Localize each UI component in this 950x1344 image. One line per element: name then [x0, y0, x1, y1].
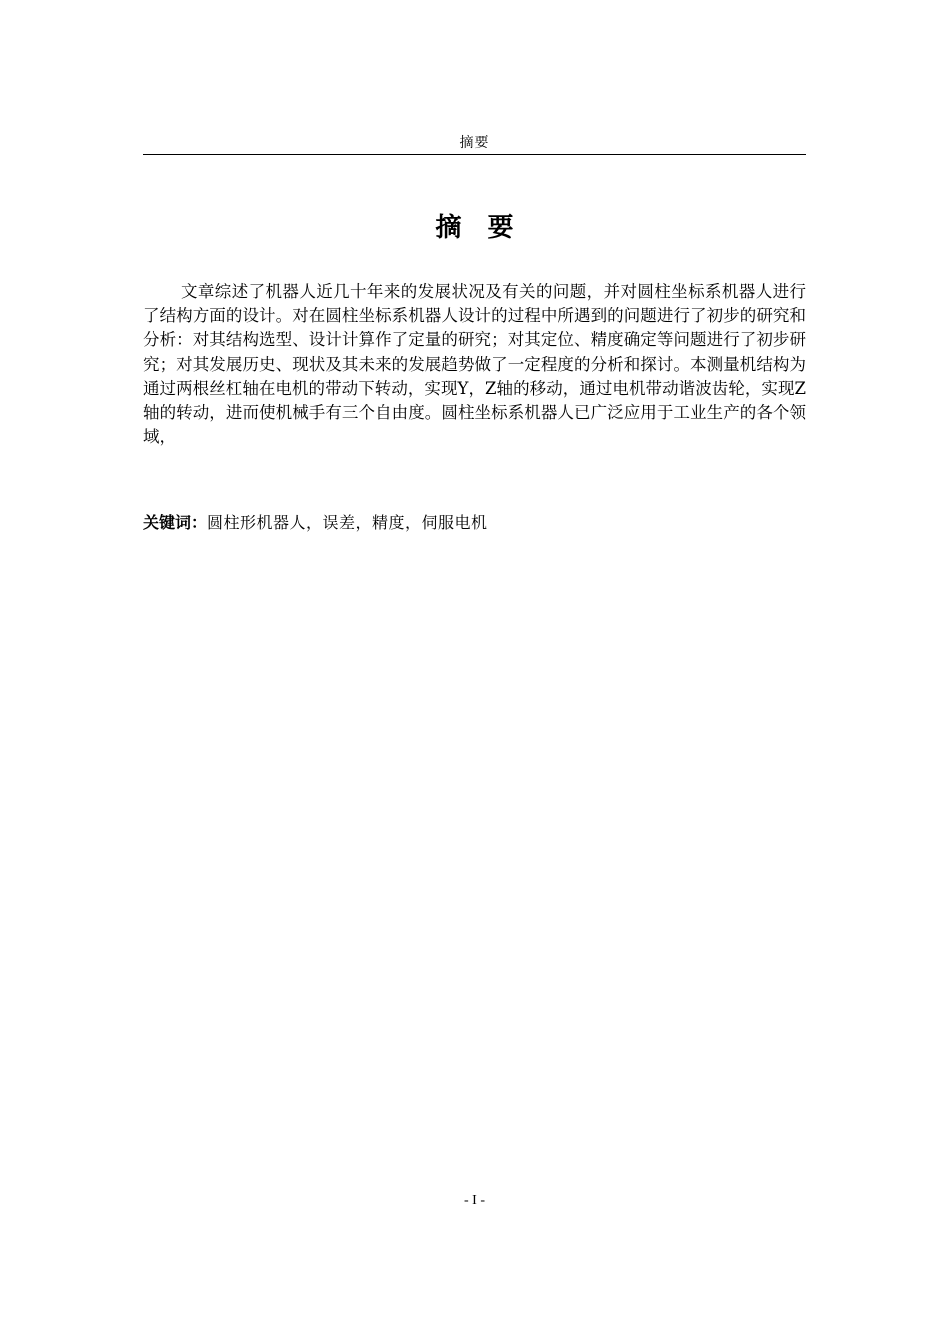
keywords-line — [143, 511, 806, 535]
header-rule — [143, 154, 806, 155]
keywords-label: 关键词： — [143, 513, 208, 532]
keywords-values: 圆柱形机器人，误差，精度，伺服电机 — [207, 513, 488, 532]
page-title — [143, 208, 806, 248]
title-char-2: 要 — [487, 213, 514, 243]
page-number: - I - — [464, 1193, 485, 1208]
abstract-body: 文章综述了机器人近几十年来的发展状况及有关的问题，并对圆柱坐标系机器人进行了结构方面的设计。对在圆柱坐标系机器人设计的过程中所遇到的问题进行了初步的研究和分析：对其结构选型、设计计算作了定量的研究；对其定位、精度确定等问题进行了初步研究；对其发展历史、现状及其未来的发展趋势做了一定程度的分析和探讨。本测量机结构为通过两根丝杠轴在电机的带动下转动，实现Y，Z轴的移动，通过电机带动谐波齿轮，实现Z轴的转动，进而使机械手有三个自由度。圆柱坐标系机器人已广泛应用于工业生产的各个领域， — [143, 282, 806, 447]
running-header: 摘要 — [459, 135, 490, 151]
title-char-1: 摘 — [435, 213, 462, 243]
